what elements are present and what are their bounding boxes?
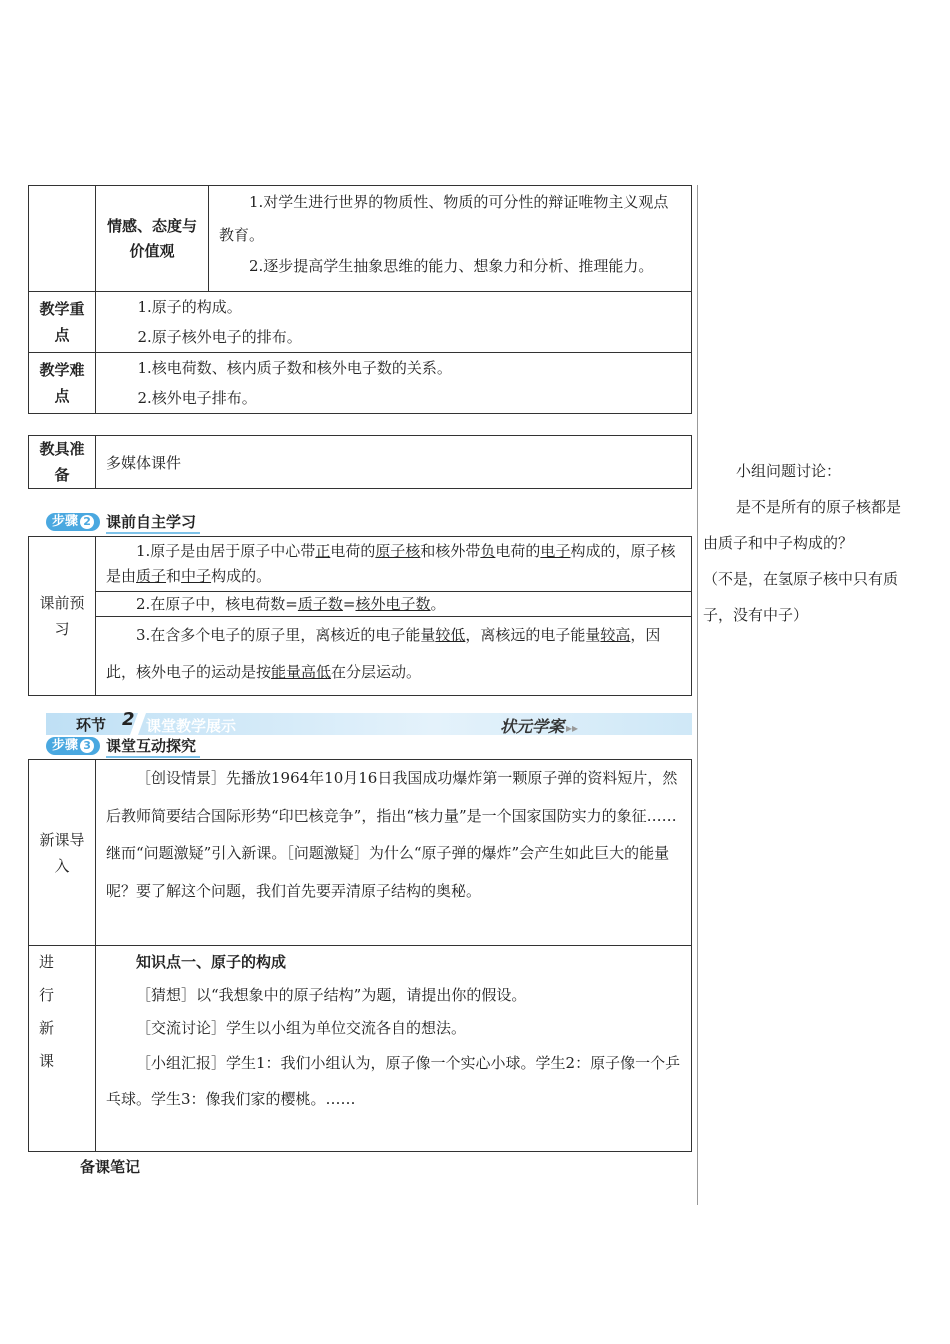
lesson-table: [28, 759, 692, 1152]
preview-p3: 3.在含多个电子的原子里，离核近的电子能量较低，离核远的电子能量较高，因此，核外电子的运动是按能量高低在分层运动。: [96, 617, 692, 696]
brand-arrows-icon: ▸▸: [566, 721, 579, 735]
section2-num: 2: [122, 709, 135, 730]
newlesson-line-2: ［交流讨论］学生以小组为单位交流各自的想法。: [136, 1019, 467, 1037]
sidebar-answer: （不是，在氢原子核中只有质子，没有中子）: [703, 570, 899, 624]
preview-label: 课前预习: [29, 537, 96, 696]
section2-banner: [46, 709, 692, 736]
tools-label: 教具准备: [29, 436, 96, 489]
goal-content: [209, 186, 692, 292]
goal-line-2: 2.逐步提高学生抽象思维的能力、想象力和分析、推理能力。: [249, 257, 654, 275]
difficulty-line-1: 1.核电荷数、核内质子数和核外电子数的关系。: [137, 359, 452, 377]
column-divider: [697, 185, 698, 1205]
objectives-table: [28, 185, 692, 414]
brand-logo: 状元学案 ▸▸: [500, 717, 579, 736]
step3-title: 课堂互动探究: [106, 735, 200, 758]
newlesson-line-1: ［猜想］以“我想象中的原子结构”为题，请提出你的假设。: [136, 986, 527, 1004]
focus-line-1: 1.原子的构成。: [137, 298, 242, 316]
step2-banner: [46, 512, 200, 532]
sidebar-question: 是不是所有的原子核都是由质子和中子构成的？: [703, 498, 902, 552]
step2-pill: 步骤 2: [46, 513, 100, 531]
sidebar-title: 小组问题讨论：: [736, 462, 842, 480]
step3-banner: [46, 736, 200, 756]
goal-line-1: 1.对学生进行世界的物质性、物质的可分性的辩证唯物主义观点教育。: [219, 193, 669, 244]
focus-label: 教学重点: [29, 292, 96, 353]
knowledge-heading: 知识点一、原子的构成: [136, 953, 287, 971]
newlesson-line-3: ［小组汇报］学生1：我们小组认为，原子像一个实心小球。学生2：原子像一个乒乓球。学生3：像我们家的樱桃。……: [106, 1054, 681, 1108]
tools-table: [28, 435, 692, 489]
newlesson-label: 进 行 新 课: [29, 946, 96, 1152]
step2-title: 课前自主学习: [106, 511, 200, 534]
intro-text: ［创设情景］先播放1964年10月16日我国成功爆炸第一颗原子弹的资料短片，然后教师简要结合国际形势“印巴核竞争”，指出“核力量”是一个国家国防实力的象征……继而“问题激疑”引入新课。［问题激疑］为什么“原子弹的爆炸”会产生如此巨大的能量呢？要了解这个问题，我们首先要弄清原子结构的奥秘。: [96, 760, 692, 946]
section2-prefix: 环节: [76, 716, 107, 734]
newlesson-content: [96, 946, 692, 1152]
step3-pill: 步骤 3: [46, 737, 100, 755]
notes-label: 备课笔记: [80, 1158, 141, 1176]
preview-table: [28, 536, 692, 696]
sidebar-discussion: [703, 453, 913, 633]
tools-value: 多媒体课件: [96, 436, 692, 489]
goal-label: 情感、态度与价值观: [96, 186, 209, 292]
preview-p1: 1.原子是由居于原子中心带正电荷的原子核和核外带负电荷的电子构成的，原子核是由质子和中子构成的。: [96, 537, 692, 592]
preview-p2: 2.在原子中，核电荷数=质子数=核外电子数。: [96, 592, 692, 617]
difficulty-label: 教学难点: [29, 353, 96, 414]
section2-title: 课堂教学展示: [146, 717, 237, 735]
difficulty-line-2: 2.核外电子排布。: [137, 389, 257, 407]
focus-line-2: 2.原子核外电子的排布。: [137, 328, 302, 346]
intro-label: 新课导入: [29, 760, 96, 946]
